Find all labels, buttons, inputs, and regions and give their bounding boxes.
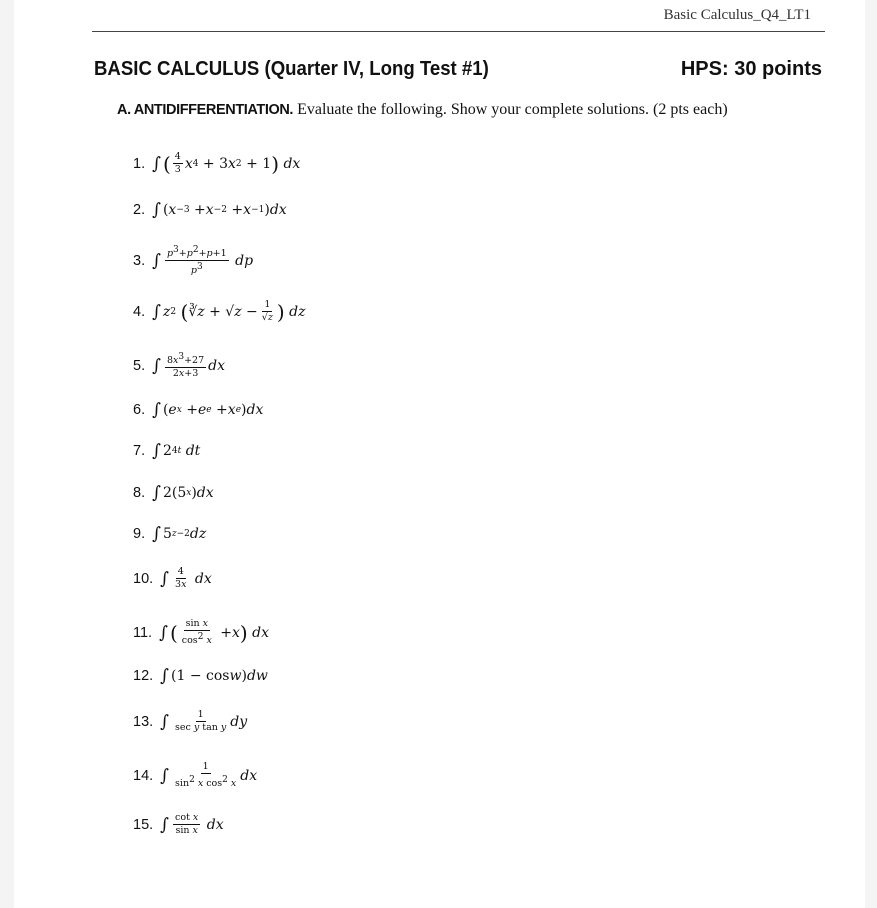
- section-label: A. ANTIDIFFERENTIATION.: [117, 102, 294, 118]
- integral-sign-icon: ∫: [152, 153, 161, 174]
- problem-2: 2. ∫ ( x −3 + x −2 + x −1 ) dx: [133, 200, 287, 220]
- page-title: BASIC CALCULUS (Quarter IV, Long Test #1): [94, 58, 489, 80]
- problem-number: 12.: [133, 668, 154, 684]
- problem-8: 8. ∫ 2(5 x ) dx: [133, 483, 214, 503]
- problem-number: 8.: [133, 485, 146, 501]
- integral-sign-icon: ∫: [160, 765, 170, 786]
- section-instructions: Evaluate the following. Show your complete solutions. (2 pts each): [297, 101, 728, 118]
- problem-number: 14.: [133, 767, 154, 784]
- problem-11: 11. ∫ ( sin x $\cos^2 x$ + x ) dx: [133, 618, 270, 647]
- problem-13: 13. ∫ 1 sec y tan y dy: [133, 709, 248, 733]
- header-divider: [92, 31, 825, 32]
- problem-1: 1. ∫ ( 4 3 x 4 + 3 x 2 + 1 ) dx: [133, 151, 301, 176]
- problem-4: 4. ∫ z 2 ( ∛ z + √ z − 1 √z ) dz: [133, 299, 306, 324]
- problem-number: 3.: [133, 252, 146, 269]
- problem-number: 15.: [133, 816, 154, 833]
- problem-number: 6.: [133, 402, 146, 418]
- problem-14: 14. ∫ 1 $\sin^2 x$ $\cos^2 x$ dx: [133, 761, 258, 790]
- problem-number: 4.: [133, 303, 146, 320]
- integral-sign-icon: ∫: [152, 250, 161, 271]
- problem-number: 2.: [133, 202, 146, 218]
- integral-sign-icon: ∫: [152, 441, 161, 461]
- problem-number: 13.: [133, 713, 154, 730]
- integral-sign-icon: ∫: [152, 301, 161, 322]
- integral-sign-icon: ∫: [152, 355, 161, 376]
- integral-sign-icon: ∫: [152, 524, 161, 544]
- problem-7: 7. ∫ 2 4t dt: [133, 441, 201, 461]
- highest-possible-score: HPS: 30 points: [680, 58, 822, 80]
- problem-12: 12. ∫ (1 − cos w ) dw: [133, 666, 268, 686]
- problem-3: 3. ∫ $p^3+p^2+p+1$ $p^3$ dp: [133, 245, 254, 277]
- document-code: Basic Calculus_Q4_LT1: [663, 7, 811, 23]
- integral-sign-icon: ∫: [160, 711, 170, 732]
- problem-number: 10.: [133, 570, 154, 587]
- integral-sign-icon: ∫: [160, 814, 170, 835]
- integral-sign-icon: ∫: [160, 568, 170, 589]
- integral-sign-icon: ∫: [159, 622, 168, 643]
- problem-number: 1.: [133, 155, 146, 172]
- problem-10: 10. ∫ 4 3x dx: [133, 566, 212, 590]
- problem-15: 15. ∫ cot x sin x dx: [133, 812, 224, 836]
- integral-sign-icon: ∫: [160, 666, 170, 686]
- problem-number: 11.: [133, 624, 153, 641]
- integral-sign-icon: ∫: [152, 200, 161, 220]
- problem-5: 5. ∫ $8x^3+27$ 2x+3 dx: [133, 352, 226, 380]
- problem-number: 5.: [133, 357, 146, 374]
- problem-number: 9.: [133, 526, 146, 542]
- integral-sign-icon: ∫: [152, 400, 161, 420]
- problem-number: 7.: [133, 443, 146, 459]
- section-heading: [117, 101, 728, 119]
- problem-6: 6. ∫ ( e x + e e + x e ) dx: [133, 400, 264, 420]
- problem-9: 9. ∫ 5 z−2 dz: [133, 524, 207, 544]
- integral-sign-icon: ∫: [152, 483, 161, 503]
